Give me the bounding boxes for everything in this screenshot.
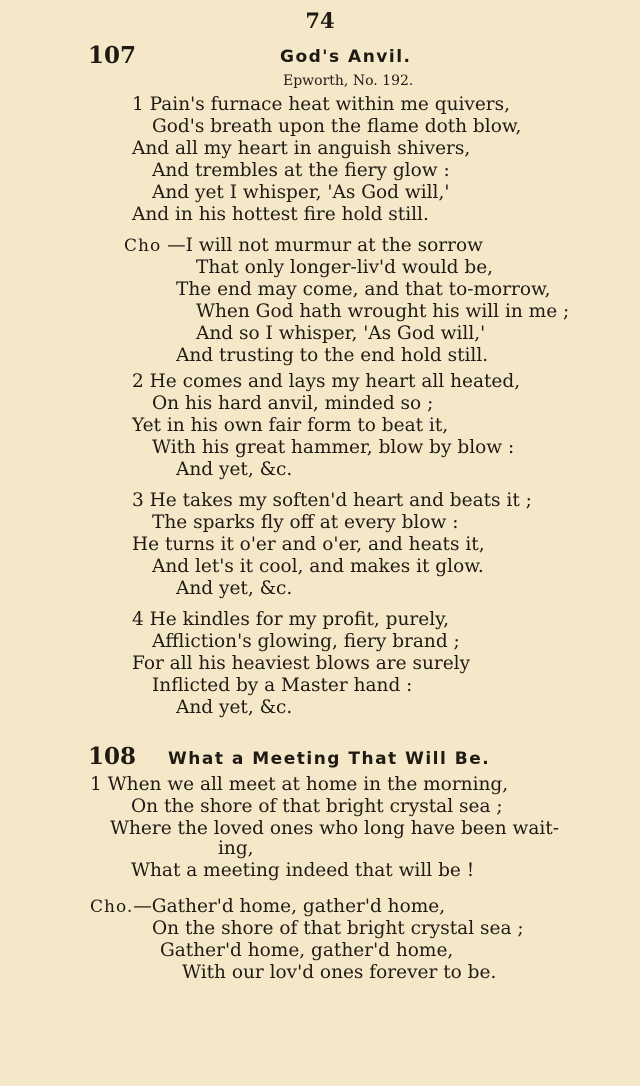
verse-line: 1 Pain's furnace heat within me quivers, [132, 94, 511, 115]
chorus-line: The end may come, and that to-morrow, [176, 279, 551, 300]
verse-line: Affliction's glowing, fiery brand ; [152, 631, 460, 652]
verse-line: And let's it cool, and makes it glow. [152, 556, 484, 577]
verse-line: He turns it o'er and o'er, and heats it, [132, 534, 485, 555]
hymn-title: What a Meeting That Will Be. [168, 749, 491, 769]
verse-line: Yet in his own fair form to beat it, [132, 415, 449, 436]
verse-line: God's breath upon the flame doth blow, [152, 116, 522, 137]
verse-line: ing, [218, 838, 254, 859]
chorus-line: And so I whisper, 'As God will,' [196, 323, 486, 344]
chorus-label: Cho [124, 236, 162, 256]
verse-line: And yet, &c. [176, 578, 293, 599]
chorus-line [124, 235, 483, 257]
chorus-line: On the shore of that bright crystal sea ; [152, 918, 524, 939]
chorus-line: When God hath wrought his will in me ; [196, 301, 570, 322]
chorus-line: And trusting to the end hold still. [176, 345, 489, 366]
chorus-line: Gather'd home, gather'd home, [160, 940, 454, 961]
chorus-line [90, 896, 445, 918]
chorus-text: —Gather'd home, gather'd home, [133, 896, 446, 917]
verse-line: On the shore of that bright crystal sea ; [131, 796, 503, 817]
verse-line: What a meeting indeed that will be ! [131, 860, 475, 881]
verse-line: And yet I whisper, 'As God will,' [152, 182, 450, 203]
verse-line: For all his heaviest blows are surely [132, 653, 471, 674]
chorus-line: That only longer-liv'd would be, [196, 257, 494, 278]
chorus-line: With our lov'd ones forever to be. [182, 962, 497, 983]
verse-line: And trembles at the fiery glow : [152, 160, 450, 181]
verse-line: And all my heart in anguish shivers, [132, 138, 471, 159]
verse-line: And yet, &c. [176, 459, 293, 480]
verse-line: 2 He comes and lays my heart all heated, [132, 371, 521, 392]
verse-line: With his great hammer, blow by blow : [152, 437, 515, 458]
chorus-label: Cho. [90, 897, 134, 917]
verse-line: 1 When we all meet at home in the morning, [90, 774, 509, 795]
verse-line: 3 He takes my soften'd heart and beats it ; [132, 490, 532, 511]
hymn-number: 107 [88, 42, 137, 69]
verse-line: And in his hottest fire hold still. [132, 204, 429, 225]
verse-line: Where the loved ones who long have been wait- [110, 818, 559, 839]
chorus-text: —I will not murmur at the sorrow [167, 235, 483, 256]
verse-line: And yet, &c. [176, 697, 293, 718]
hymn-number: 108 [88, 743, 137, 770]
verse-line: Inflicted by a Master hand : [152, 675, 413, 696]
verse-line: The sparks fly off at every blow : [152, 512, 459, 533]
hymn-tune: Epworth, No. 192. [283, 73, 414, 89]
hymn-title: God's Anvil. [280, 47, 412, 67]
page-number: 74 [305, 8, 335, 33]
verse-line: On his hard anvil, minded so ; [152, 393, 434, 414]
verse-line: 4 He kindles for my profit, purely, [132, 609, 450, 630]
